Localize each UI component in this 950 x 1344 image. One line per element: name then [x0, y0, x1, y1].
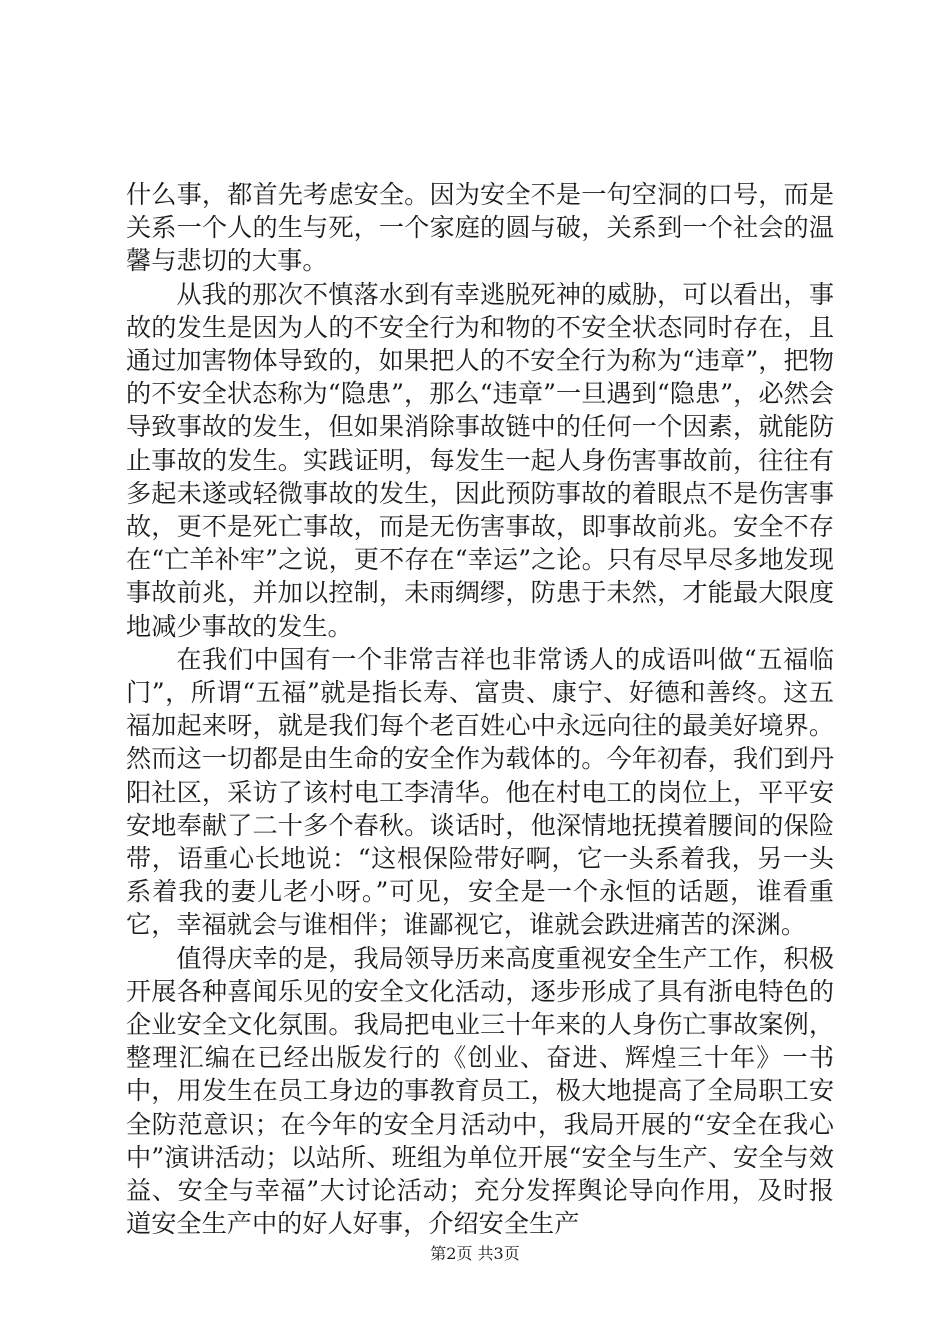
- paragraph-safety-culture: 值得庆幸的是，我局领导历来高度重视安全生产工作，积极开展各种喜闻乐见的安全文化活动，逐步形成了具有浙电特色的企业安全文化氛围。我局把电业三十年来的人身伤亡事故案例，整理汇编在已经出版发行的《创业、奋进、辉煌三十年》一书中，用发生在员工身边的事教育员工，极大地提高了全局职工安全防范意识；在今年的安全月活动中，我局开展的“安全在我心中”演讲活动；以站所、班组为单位开展“安全与生产、安全与效益、安全与幸福”大讨论活动；充分发挥舆论导向作用，及时报道安全生产中的好人好事，介绍安全生产: [126, 943, 834, 1239]
- paragraph-five-blessings: 在我们中国有一个非常吉祥也非常诱人的成语叫做“五福临门”，所谓“五福”就是指长寿、富贵、康宁、好德和善终。这五福加起来呀，就是我们每个老百姓心中永远向往的最美好境界。然而这一切都是由生命的安全作为载体的。今年初春，我们到丹阳社区，采访了该村电工李清华。他在村电工的岗位上，平平安安地奉献了二十多个春秋。谈话时，他深情地抚摸着腰间的保险带，语重心长地说：“这根保险带好啊，它一头系着我，另一头系着我的妻儿老小呀。”可见，安全是一个永恒的话题，谁看重它，幸福就会与谁相伴；谁鄙视它，谁就会跌进痛苦的深渊。: [126, 644, 834, 940]
- paragraph-accident-analysis: 从我的那次不慎落水到有幸逃脱死神的威胁，可以看出，事故的发生是因为人的不安全行为和物的不安全状态同时存在，且通过加害物体导致的，如果把人的不安全行为称为“违章”，把物的不安全状态称为“隐患”，那么“违章”一旦遇到“隐患”，必然会导致事故的发生，但如果消除事故链中的任何一个因素，就能防止事故的发生。实践证明，每发生一起人身伤害事故前，往往有多起未遂或轻微事故的发生，因此预防事故的着眼点不是伤害事故，更不是死亡事故，而是无伤害事故，即事故前兆。安全不存在“亡羊补牢”之说，更不存在“幸运”之论。只有尽早尽多地发现事故前兆，并加以控制，未雨绸缪，防患于未然，才能最大限度地减少事故的发生。: [126, 279, 834, 641]
- page-number-footer: 第2页 共3页: [430, 1244, 520, 1263]
- document-body: [126, 178, 834, 1241]
- paragraph-continuation: 什么事，都首先考虑安全。因为安全不是一句空洞的口号，而是关系一个人的生与死，一个家庭的圆与破，关系到一个社会的温馨与悲切的大事。: [126, 180, 834, 276]
